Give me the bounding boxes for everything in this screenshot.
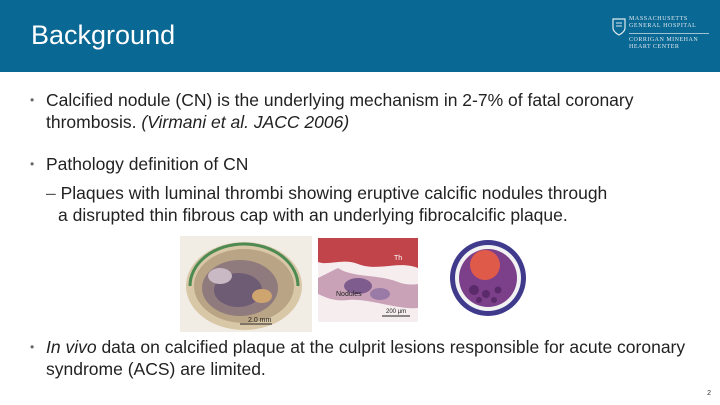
calcified-nodule-schematic	[448, 238, 528, 318]
sub-bullet-line-1: Plaques with luminal thrombi showing eruptive calcific nodules through	[60, 183, 608, 203]
bullet-marker: •	[30, 93, 35, 107]
logo-line-1: MASSACHUSETTS	[629, 16, 688, 22]
logo-divider	[629, 33, 709, 34]
scale-label-left: 2.0 mm	[248, 317, 272, 324]
bullet-text: Calcified nodule (CN) is the underlying mechanism in 2-7% of fatal coronary thrombosis.	[46, 90, 634, 132]
pathology-figures	[180, 236, 520, 332]
logo-line-4: HEART CENTER	[629, 44, 680, 50]
histology-magnified-image	[318, 238, 418, 322]
bullet-text: data on calcified plaque at the culprit lesions responsible for acute coronary syndrome (ACS) are limited.	[46, 337, 686, 379]
in-vivo-italic: In vivo	[46, 337, 97, 357]
title-bar	[0, 0, 720, 72]
bullet-in-vivo-data	[46, 336, 686, 380]
sub-bullet-plaques	[46, 182, 696, 226]
label-nodules: Nodules	[336, 291, 362, 298]
label-th: Th	[394, 255, 403, 262]
bullet-calcified-nodule	[46, 89, 686, 133]
bullet-marker: •	[30, 340, 35, 354]
bullet-marker: •	[30, 157, 35, 171]
sub-bullet-dash: –	[46, 183, 56, 203]
slide-title: Background	[31, 20, 176, 50]
citation: (Virmani et al. JACC 2006)	[141, 112, 350, 132]
hospital-logo	[612, 16, 712, 64]
scale-label-right: 200 µm	[386, 309, 407, 315]
page-number: 2	[707, 390, 711, 397]
sub-bullet-line-2: a disrupted thin fibrous cap with an underlying fibrocalcific plaque.	[58, 205, 568, 225]
histology-cross-section-image	[180, 236, 312, 332]
logo-line-3: CORRIGAN MINEHAN	[629, 37, 699, 43]
logo-line-2: GENERAL HOSPITAL	[629, 23, 697, 29]
bullet-pathology-definition: Pathology definition of CN	[46, 154, 249, 174]
shield-icon	[612, 18, 626, 36]
